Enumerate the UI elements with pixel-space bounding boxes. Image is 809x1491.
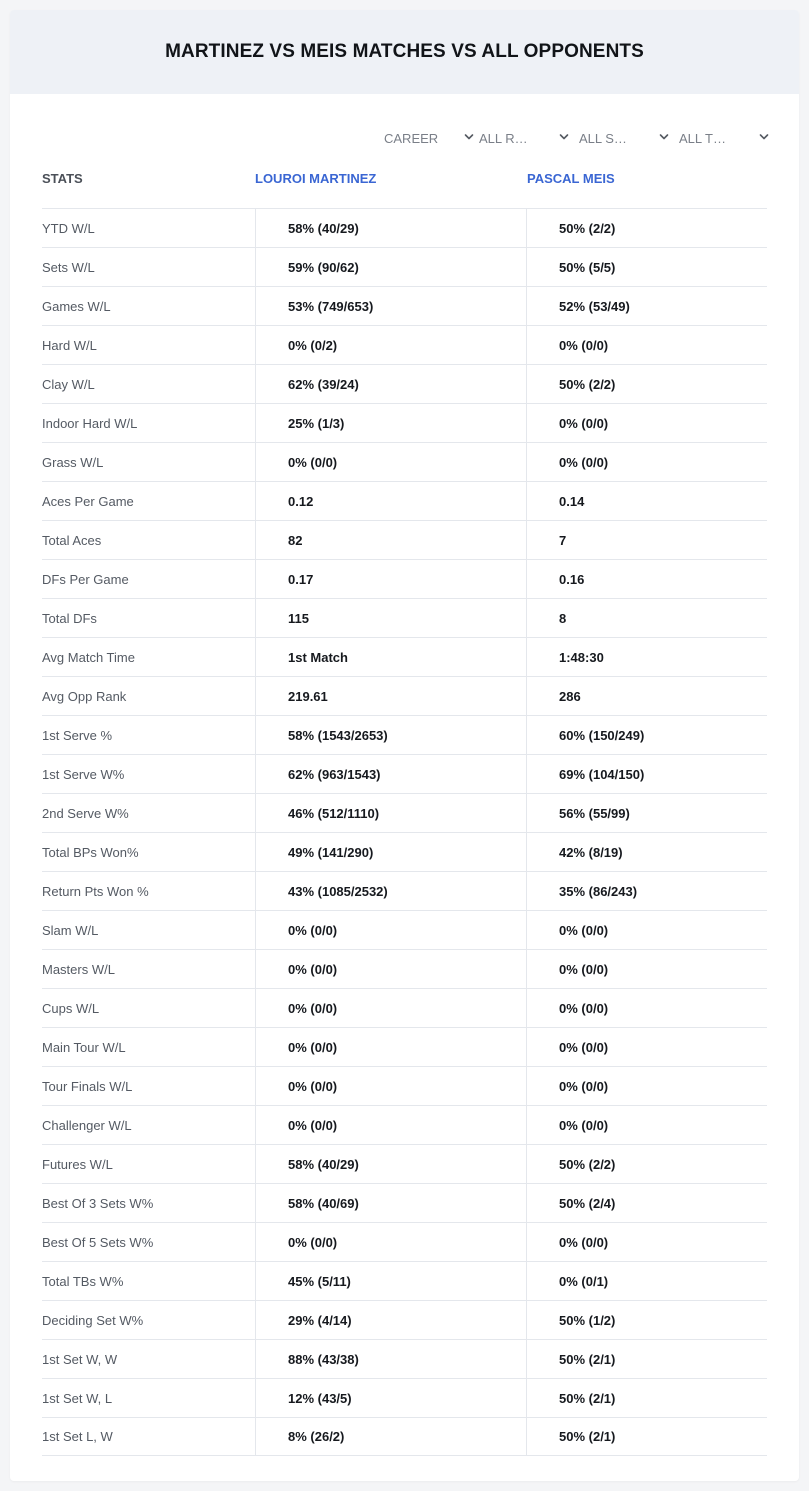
table-row xyxy=(42,481,767,520)
player1-value: 0% (0/0) xyxy=(255,1067,527,1105)
surfaces-filter-select[interactable] xyxy=(579,128,669,148)
table-row xyxy=(42,1144,767,1183)
stat-label: Return Pts Won % xyxy=(42,883,149,899)
player2-value: 0% (0/0) xyxy=(526,404,767,442)
player2-value: 0% (0/0) xyxy=(526,1223,767,1261)
player1-value: 29% (4/14) xyxy=(255,1301,527,1339)
table-row xyxy=(42,325,767,364)
stat-label: Total Aces xyxy=(42,532,102,548)
player2-value: 50% (2/1) xyxy=(526,1379,767,1417)
player1-value: 45% (5/11) xyxy=(255,1262,527,1300)
player1-value: 46% (512/1110) xyxy=(255,794,527,832)
chevron-down-icon xyxy=(659,132,669,142)
player1-value: 0% (0/2) xyxy=(255,326,527,364)
player1-value: 62% (963/1543) xyxy=(255,755,527,793)
player2-value: 0% (0/0) xyxy=(526,326,767,364)
table-row xyxy=(42,1300,767,1339)
player2-value: 0% (0/0) xyxy=(526,1106,767,1144)
table-row xyxy=(42,1261,767,1300)
stat-label: Deciding Set W% xyxy=(42,1312,144,1328)
table-row xyxy=(42,403,767,442)
stat-label: Futures W/L xyxy=(42,1156,113,1172)
filter-label: ALL T… xyxy=(679,130,726,146)
player2-value: 1:48:30 xyxy=(526,638,767,676)
table-row xyxy=(42,247,767,286)
player2-value: 0% (0/0) xyxy=(526,989,767,1027)
player1-value: 58% (1543/2653) xyxy=(255,716,527,754)
player1-value: 1st Match xyxy=(255,638,527,676)
stat-label: Tour Finals W/L xyxy=(42,1078,133,1094)
table-row xyxy=(42,520,767,559)
player2-value: 0.16 xyxy=(526,560,767,598)
player2-value: 0.14 xyxy=(526,482,767,520)
stat-label: 1st Serve W% xyxy=(42,766,125,782)
player1-value: 0% (0/0) xyxy=(255,1106,527,1144)
table-row xyxy=(42,637,767,676)
player1-value: 8% (26/2) xyxy=(255,1418,527,1455)
stats-card xyxy=(10,10,799,1481)
player2-value: 50% (2/2) xyxy=(526,365,767,403)
stat-label: Best Of 3 Sets W% xyxy=(42,1195,154,1211)
player2-link[interactable]: PASCAL MEIS xyxy=(527,171,615,186)
card-header xyxy=(10,10,799,94)
stat-label: Avg Opp Rank xyxy=(42,688,127,704)
player2-value: 69% (104/150) xyxy=(526,755,767,793)
stat-label: Slam W/L xyxy=(42,922,99,938)
table-row xyxy=(42,910,767,949)
table-row xyxy=(42,1339,767,1378)
player1-value: 82 xyxy=(255,521,527,559)
stat-label: 1st Serve % xyxy=(42,727,113,743)
stat-label: DFs Per Game xyxy=(42,571,129,587)
tournaments-filter-select[interactable] xyxy=(679,128,769,148)
table-row xyxy=(42,1105,767,1144)
table-header xyxy=(42,171,767,191)
table-row xyxy=(42,1027,767,1066)
table-row xyxy=(42,1183,767,1222)
filter-bar xyxy=(10,128,799,148)
player2-value: 60% (150/249) xyxy=(526,716,767,754)
player1-value: 115 xyxy=(255,599,527,637)
stat-label: 2nd Serve W% xyxy=(42,805,129,821)
stat-label: Clay W/L xyxy=(42,376,95,392)
rounds-filter-select[interactable] xyxy=(479,128,569,148)
table-row xyxy=(42,676,767,715)
table-row xyxy=(42,286,767,325)
player1-value: 0.12 xyxy=(255,482,527,520)
player2-value: 50% (2/2) xyxy=(526,209,767,247)
table-row xyxy=(42,793,767,832)
player1-value: 88% (43/38) xyxy=(255,1340,527,1378)
player1-value: 58% (40/29) xyxy=(255,1145,527,1183)
player1-value: 0% (0/0) xyxy=(255,443,527,481)
player1-value: 49% (141/290) xyxy=(255,833,527,871)
player1-value: 219.61 xyxy=(255,677,527,715)
player2-value: 50% (2/1) xyxy=(526,1340,767,1378)
table-row xyxy=(42,208,767,247)
table-row xyxy=(42,559,767,598)
stat-label: 1st Set W, W xyxy=(42,1351,118,1367)
player2-value: 7 xyxy=(526,521,767,559)
player2-value: 286 xyxy=(526,677,767,715)
stat-label: YTD W/L xyxy=(42,220,95,236)
player1-value: 0% (0/0) xyxy=(255,950,527,988)
player2-value: 8 xyxy=(526,599,767,637)
table-row xyxy=(42,1066,767,1105)
player2-value: 50% (5/5) xyxy=(526,248,767,286)
player2-value: 42% (8/19) xyxy=(526,833,767,871)
stat-label: Masters W/L xyxy=(42,961,115,977)
stat-label: Challenger W/L xyxy=(42,1117,132,1133)
stat-label: Main Tour W/L xyxy=(42,1039,126,1055)
player2-value: 0% (0/0) xyxy=(526,443,767,481)
player2-value: 35% (86/243) xyxy=(526,872,767,910)
player2-value: 0% (0/1) xyxy=(526,1262,767,1300)
table-row xyxy=(42,598,767,637)
table-row xyxy=(42,1378,767,1417)
player2-value: 50% (2/1) xyxy=(526,1418,767,1455)
table-row xyxy=(42,832,767,871)
stat-label: Sets W/L xyxy=(42,259,95,275)
player2-value: 50% (1/2) xyxy=(526,1301,767,1339)
player2-value: 0% (0/0) xyxy=(526,950,767,988)
stats-column-header: STATS xyxy=(42,171,83,186)
player2-value: 0% (0/0) xyxy=(526,1028,767,1066)
player1-value: 59% (90/62) xyxy=(255,248,527,286)
player1-link[interactable]: LOUROI MARTINEZ xyxy=(255,171,377,186)
player1-value: 43% (1085/2532) xyxy=(255,872,527,910)
player1-value: 53% (749/653) xyxy=(255,287,527,325)
stat-label: Total BPs Won% xyxy=(42,844,139,860)
player2-value: 0% (0/0) xyxy=(526,1067,767,1105)
player1-value: 0% (0/0) xyxy=(255,911,527,949)
player1-value: 0.17 xyxy=(255,560,527,598)
player2-value: 0% (0/0) xyxy=(526,911,767,949)
chevron-down-icon xyxy=(559,132,569,142)
chevron-down-icon xyxy=(759,132,769,142)
player1-value: 58% (40/69) xyxy=(255,1184,527,1222)
page-title: MARTINEZ VS MEIS MATCHES VS ALL OPPONENTS xyxy=(165,41,644,62)
table-row xyxy=(42,364,767,403)
stats-table xyxy=(42,208,767,1456)
player2-value: 50% (2/2) xyxy=(526,1145,767,1183)
player1-value: 12% (43/5) xyxy=(255,1379,527,1417)
stat-label: Total TBs W% xyxy=(42,1273,124,1289)
player1-value: 58% (40/29) xyxy=(255,209,527,247)
player1-value: 0% (0/0) xyxy=(255,1028,527,1066)
table-row xyxy=(42,949,767,988)
stat-label: 1st Set L, W xyxy=(42,1429,113,1444)
table-row xyxy=(42,1417,767,1456)
stat-label: Avg Match Time xyxy=(42,649,135,665)
stat-label: Grass W/L xyxy=(42,454,104,470)
table-row xyxy=(42,1222,767,1261)
player2-value: 52% (53/49) xyxy=(526,287,767,325)
career-filter-select[interactable] xyxy=(384,128,474,148)
table-row xyxy=(42,871,767,910)
filter-label: ALL S… xyxy=(579,130,627,146)
stat-label: Games W/L xyxy=(42,298,111,314)
filter-label: CAREER xyxy=(384,130,439,146)
player1-value: 0% (0/0) xyxy=(255,989,527,1027)
table-row xyxy=(42,442,767,481)
player1-value: 0% (0/0) xyxy=(255,1223,527,1261)
table-row xyxy=(42,715,767,754)
stat-label: Total DFs xyxy=(42,610,97,626)
player1-value: 62% (39/24) xyxy=(255,365,527,403)
stat-label: Indoor Hard W/L xyxy=(42,415,138,431)
player2-value: 56% (55/99) xyxy=(526,794,767,832)
table-row xyxy=(42,988,767,1027)
filter-label: ALL R… xyxy=(479,130,528,146)
player1-value: 25% (1/3) xyxy=(255,404,527,442)
stat-label: Cups W/L xyxy=(42,1000,100,1016)
table-row xyxy=(42,754,767,793)
chevron-down-icon xyxy=(464,132,474,142)
player2-value: 50% (2/4) xyxy=(526,1184,767,1222)
stat-label: Aces Per Game xyxy=(42,493,134,509)
stat-label: Hard W/L xyxy=(42,337,97,353)
stat-label: 1st Set W, L xyxy=(42,1390,113,1406)
stat-label: Best Of 5 Sets W% xyxy=(42,1234,154,1250)
